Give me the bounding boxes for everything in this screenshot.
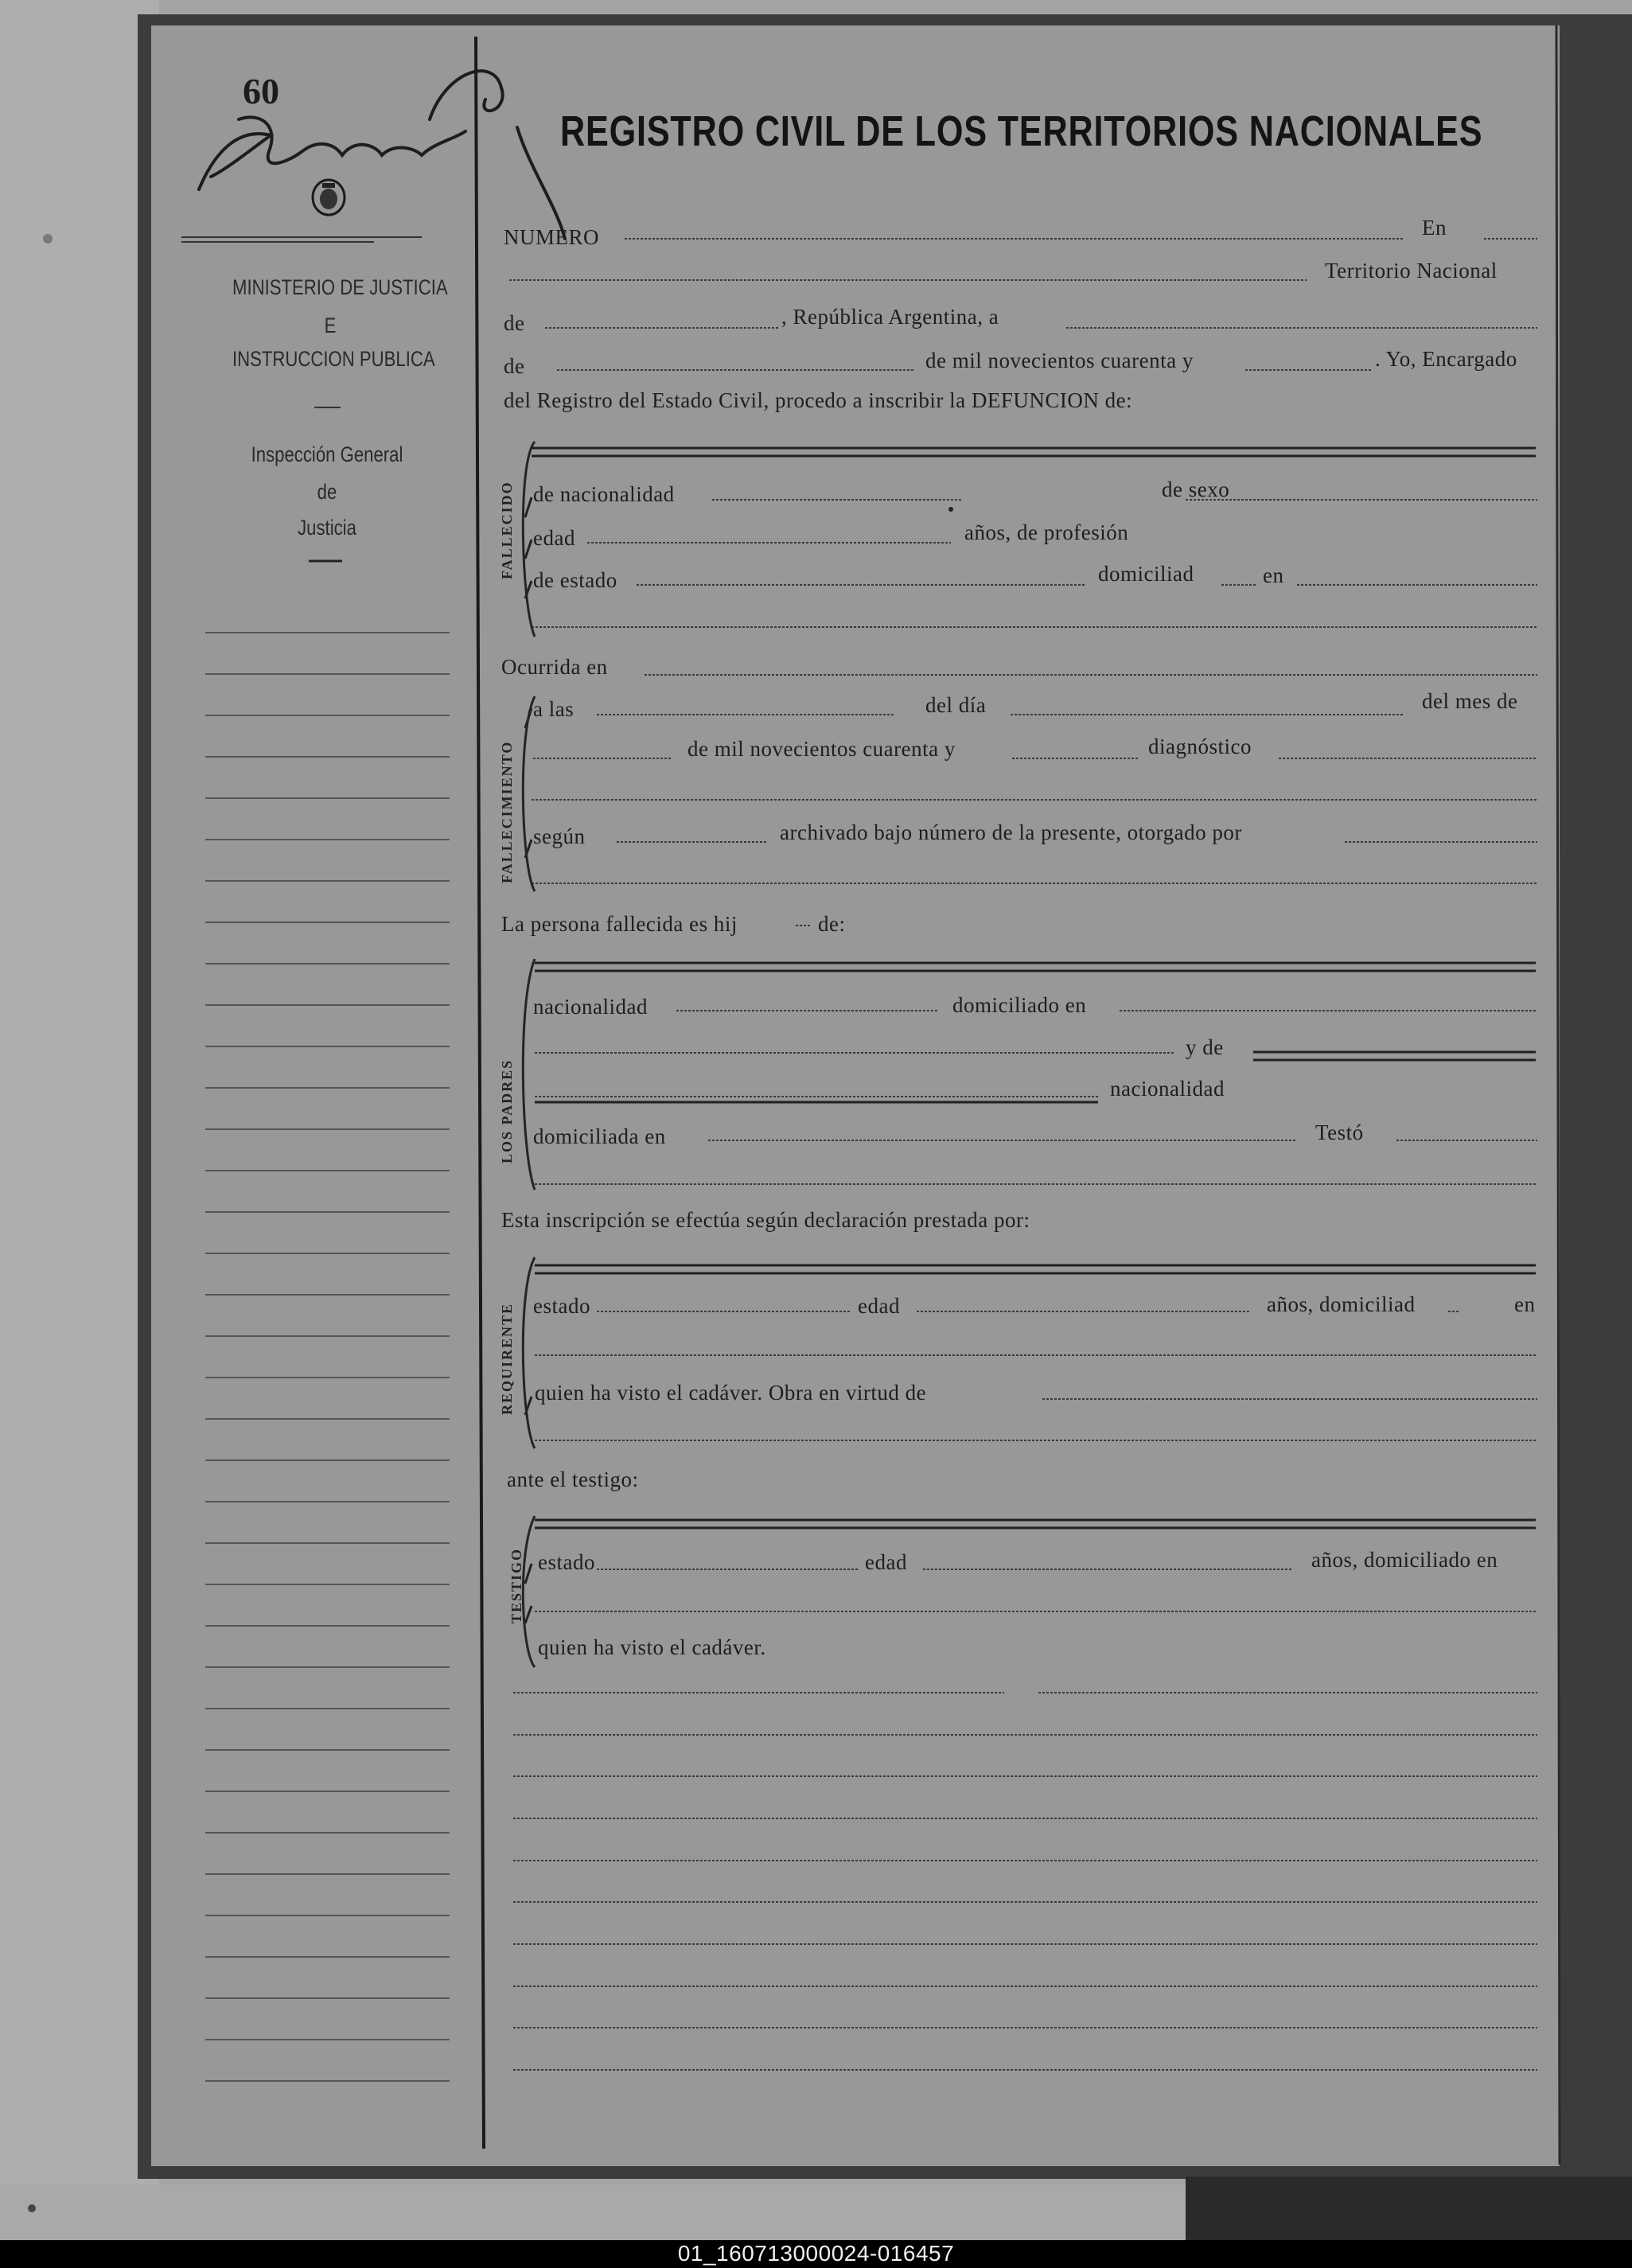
label-territorio-nacional: Territorio Nacional <box>1325 259 1498 283</box>
section-label-fallecido: FALLECIDO <box>499 481 515 579</box>
label-yo-encargado: . Yo, Encargado <box>1375 347 1517 371</box>
label-republica-argentina: , República Argentina, a <box>781 305 999 329</box>
inspection-line-3: Justicia <box>298 516 356 540</box>
label-domiciliad: domiciliad <box>1098 562 1194 586</box>
label-edad-requirente: edad <box>858 1294 900 1318</box>
label-en-fallecido: en <box>1263 563 1284 587</box>
label-domiciliada-en: domiciliada en <box>533 1124 666 1148</box>
label-de-2: de <box>504 354 525 378</box>
label-quien-ha-visto: quien ha visto el cadáver. <box>538 1635 766 1659</box>
section-label-testigo: TESTIGO <box>508 1547 524 1623</box>
inspection-line-2: de <box>317 480 337 504</box>
label-testo: Testó <box>1315 1120 1364 1144</box>
label-nacionalidad: nacionalidad <box>533 995 648 1019</box>
label-anos-domiciliado-en: años, domiciliado en <box>1311 1548 1498 1572</box>
label-del-mes-de: del mes de <box>1422 689 1518 713</box>
label-persona-fallecida-de: de: <box>818 912 846 936</box>
label-de-nacionalidad: de nacionalidad <box>533 482 675 506</box>
label-registro-line: del Registro del Estado Civil, procedo a inscribir la DEFUNCION de: <box>504 388 1133 412</box>
label-archivado: archivado bajo número de la presente, otorgado por <box>780 820 1242 844</box>
label-en-requirente: en <box>1514 1292 1536 1316</box>
label-domiciliado-en: domiciliado en <box>952 993 1087 1017</box>
label-estado-testigo: estado <box>538 1550 595 1574</box>
label-quien-ha-visto-obra: quien ha visto el cadáver. Obra en virtud de <box>535 1381 927 1405</box>
label-a-las: a las <box>533 697 575 721</box>
seal-stamp-icon <box>309 177 349 218</box>
page-number: 60 <box>243 71 279 111</box>
label-anos-profesion: años, de profesión <box>964 520 1129 544</box>
label-estado-requirente: estado <box>533 1294 590 1318</box>
label-numero: NUMERO <box>504 225 600 249</box>
label-ante-el-testigo: ante el testigo: <box>507 1467 639 1491</box>
label-mil-novecientos-fallecimiento: de mil novecientos cuarenta y <box>687 737 956 761</box>
ministry-line-3: INSTRUCCION PUBLICA <box>232 347 435 371</box>
section-label-los-padres: LOS PADRES <box>499 1058 515 1163</box>
page-title: REGISTRO CIVIL DE LOS TERRITORIOS NACIONALES <box>560 107 1483 155</box>
label-en: En <box>1422 216 1447 240</box>
label-anos-domiciliad: años, domiciliad <box>1267 1292 1416 1316</box>
label-y-de: y de <box>1186 1035 1224 1059</box>
ministry-line-1: MINISTERIO DE JUSTICIA <box>232 275 448 299</box>
label-edad-testigo: edad <box>865 1550 907 1574</box>
label-nacionalidad-2: nacionalidad <box>1110 1077 1225 1101</box>
label-del-dia: del día <box>925 693 987 717</box>
label-diagnostico: diagnóstico <box>1148 735 1252 758</box>
image-caption: 01_160713000024-016457 <box>677 2241 955 2266</box>
label-mil-novecientos: de mil novecientos cuarenta y <box>925 349 1194 372</box>
label-ocurrida-en: Ocurrida en <box>501 655 608 679</box>
label-de-estado: de estado <box>533 568 617 592</box>
label-de-sexo: de sexo <box>1162 477 1230 501</box>
label-de: de <box>504 311 525 335</box>
ministry-line-2: E <box>324 314 337 337</box>
label-declaracion: Esta inscripción se efectúa según declaración prestada por: <box>501 1208 1030 1232</box>
inspection-line-1: Inspección General <box>251 442 403 466</box>
label-edad: edad <box>533 526 575 550</box>
section-label-requirente: REQUIRENTE <box>499 1302 515 1415</box>
section-label-fallecimiento: FALLECIMIENTO <box>499 740 515 883</box>
label-persona-fallecida: La persona fallecida es hij <box>501 912 738 936</box>
label-segun: según <box>533 824 586 848</box>
